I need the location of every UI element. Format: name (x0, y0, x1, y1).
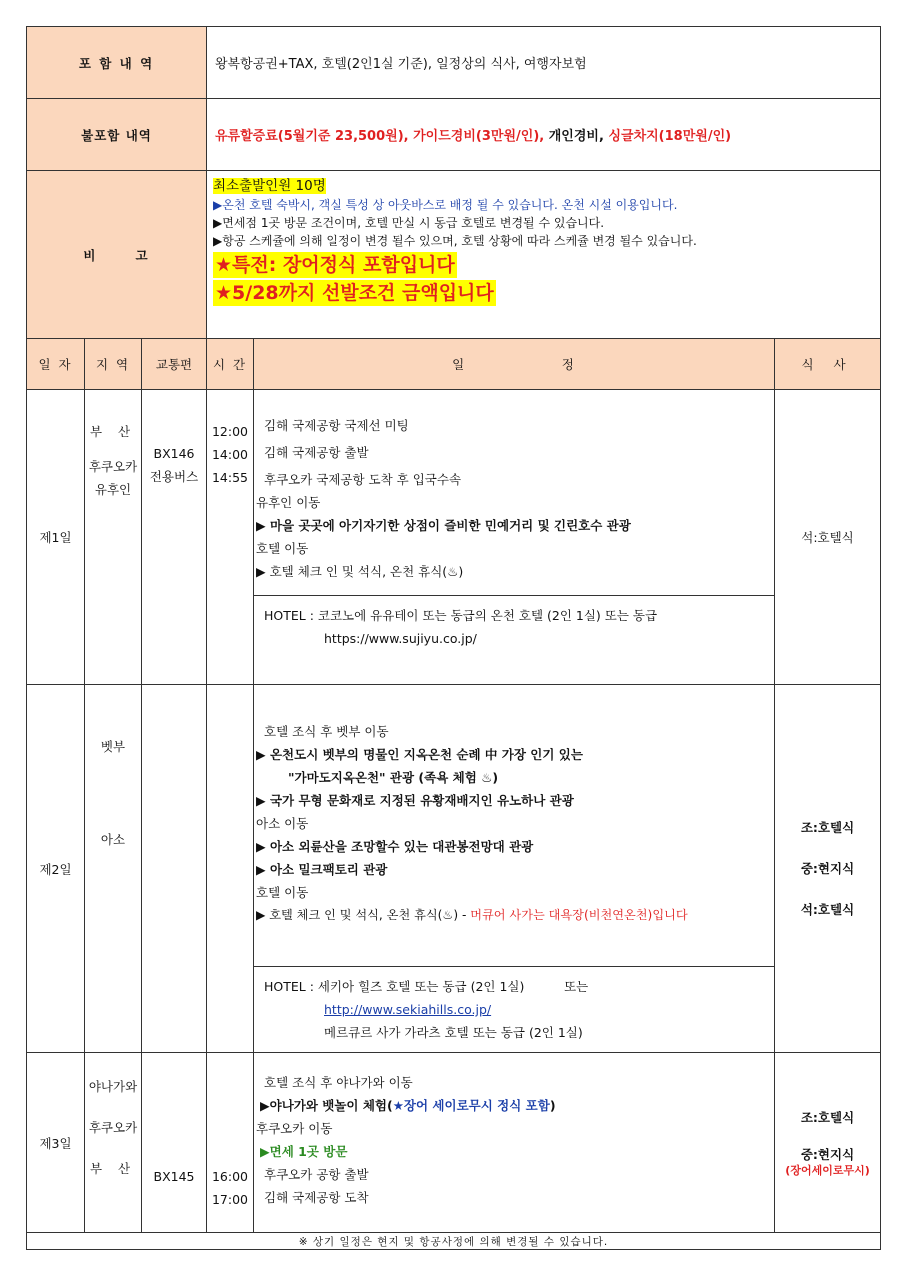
day2-meal-dinner: 석:호텔식 (800, 902, 855, 917)
day3-time-arrive: 17:00 (211, 1192, 249, 1207)
day3-region-yanagawa: 야나가와 (88, 1079, 138, 1094)
day1-step-meeting: 김해 국제공항 국제선 미팅 (264, 418, 409, 433)
excluded-fuel: 유류할증료(5월기준 23,500원), (215, 129, 409, 144)
day3-region-busan: 부 산 (89, 1161, 137, 1176)
excluded-single: 싱글차지(18만원/인) (608, 129, 732, 144)
remarks-label: 비 고 (27, 171, 207, 339)
remark-schedule: ▶항공 스케쥴에 의해 일정이 변경 될수 있으며, 호텔 상황에 따라 스케쥴 변경 될수 있습니다. (213, 234, 697, 248)
day3-region-fukuoka: 후쿠오카 (88, 1120, 138, 1135)
header-transport: 교통편 (142, 339, 207, 390)
included-label: 포 함 내 역 (27, 27, 207, 99)
day1-flight: BX146 (153, 446, 195, 461)
day3-step-depart: 후쿠오카 공항 출발 (264, 1167, 369, 1182)
day1-time-meeting: 12:00 (211, 424, 249, 439)
day1-region-busan: 부 산 (89, 424, 137, 439)
header-time: 시 간 (207, 339, 254, 390)
day3-step-move-yanagawa: 호텔 조식 후 야나가와 이동 (264, 1075, 413, 1090)
header-day: 일 자 (27, 339, 85, 390)
itinerary-table (26, 26, 881, 1250)
itinerary-document (26, 26, 880, 1247)
excluded-row (27, 99, 881, 171)
day1-hotel-url[interactable]: https://www.sujiyu.co.jp/ (324, 631, 477, 646)
remarks-row (27, 171, 881, 339)
day1-step-sightseeing: ▶ 마을 곳곳에 아기자기한 상점이 즐비한 민예거리 및 긴린호수 관광 (256, 518, 631, 533)
day3-meal-breakfast: 조:호텔식 (800, 1110, 855, 1125)
day1-step-depart: 김해 국제공항 출발 (264, 445, 369, 460)
schedule-header-row (27, 339, 881, 390)
day2-step-checkin: ▶ 호텔 체크 인 및 석식, 온천 휴식(♨) - (256, 908, 471, 922)
included-text: 왕복항공권+TAX, 호텔(2인1실 기준), 일정상의 식사, 여행자보험 (207, 27, 881, 99)
day1-region-fukuoka: 후쿠오카 (88, 459, 138, 474)
day3-row (27, 1053, 881, 1233)
day2-region-aso: 아소 (100, 832, 126, 847)
day1-region-yufuin: 유후인 (94, 482, 132, 497)
day3-flight: BX145 (153, 1169, 195, 1184)
day1-hotel: HOTEL : 코코노에 유유테이 또는 동급의 온천 호텔 (2인 1실) 또는 동급 (264, 608, 658, 623)
day2-hotel-mercure: 메르큐르 사가 가라츠 호텔 또는 동급 (2인 1실) (324, 1025, 583, 1040)
day3-step-move-fukuoka: 후쿠오카 이동 (256, 1121, 333, 1136)
day3-meal-lunch: 중:현지식 (800, 1147, 855, 1162)
day2-step-jigoku: ▶ 온천도시 벳부의 명물인 지옥온천 순례 中 가장 인기 있는 (256, 747, 583, 762)
day2-step-move-hotel: 호텔 이동 (256, 885, 309, 900)
day2-step-milk-factory: ▶ 아소 밀크팩토리 관광 (256, 862, 388, 877)
day2-hotel-sekia: HOTEL : 세키아 힐즈 호텔 또는 동급 (2인 1실) 또는 (264, 979, 589, 994)
footer-row (27, 1233, 881, 1250)
header-schedule: 일 정 (254, 339, 775, 390)
day1-time-depart: 14:00 (211, 447, 249, 462)
day3-eel-included: ★장어 세이로무시 정식 포함 (392, 1098, 550, 1113)
day1-bus: 전용버스 (149, 469, 199, 484)
footer-note: ※ 상기 일정은 현지 및 항공사정에 의해 변경될 수 있습니다. (27, 1233, 881, 1250)
day1-step-checkin: ▶ 호텔 체크 인 및 석식, 온천 휴식(♨) (256, 564, 464, 579)
day1-row (27, 390, 881, 685)
special-eel: ★특전: 장어정식 포함입니다 (215, 254, 455, 276)
day3-meal-eel: (장어세이로무시) (785, 1164, 870, 1177)
day2-meal-lunch: 중:현지식 (800, 861, 855, 876)
excluded-personal: 개인경비, (548, 129, 604, 144)
day2-row (27, 685, 881, 1053)
min-people: 최소출발인원 10명 (213, 178, 326, 194)
day2-hotel-url[interactable]: http://www.sekiahills.co.jp/ (324, 1002, 492, 1017)
day3-time-depart: 16:00 (211, 1169, 249, 1184)
day3-step-boat-close: ) (549, 1098, 556, 1113)
header-region: 지 역 (85, 339, 142, 390)
day2-region-beppu: 벳부 (100, 739, 126, 754)
header-meal: 식 사 (775, 339, 881, 390)
day2-step-kamado: "가마도지옥온천" 관광 (족욕 체험 ♨) (288, 770, 499, 785)
day2-step-daikanbo: ▶ 아소 외륜산을 조망할수 있는 대관봉전망대 관광 (256, 839, 534, 854)
day1-step-move-yufuin: 유후인 이동 (256, 495, 321, 510)
day2-mercure-note: 머큐어 사가는 대욕장(비천연온천)입니다 (470, 908, 688, 922)
day2-meal-breakfast: 조:호텔식 (800, 820, 855, 835)
day3-step-dutyfree: ▶면세 1곳 방문 (260, 1144, 348, 1159)
included-row (27, 27, 881, 99)
day1-step-move-hotel: 호텔 이동 (256, 541, 309, 556)
remark-dutyfree: ▶면세점 1곳 방문 조건이며, 호텔 만실 시 동급 호텔로 변경될 수 있습니다. (213, 216, 605, 230)
day2-step-move-aso: 아소 이동 (256, 816, 309, 831)
day3-step-boat: ▶야나가와 뱃놀이 체험( (260, 1098, 393, 1113)
excluded-label: 불포함 내역 (27, 99, 207, 171)
day3-label: 제3일 (27, 1053, 85, 1233)
remark-onsen: ▶온천 호텔 숙박시, 객실 특성 상 아웃바스로 배정 될 수 있습니다. 온천 시설 이용입니다. (213, 198, 678, 212)
day2-label: 제2일 (27, 685, 85, 1053)
day2-step-move-beppu: 호텔 조식 후 벳부 이동 (264, 724, 389, 739)
day1-meal: 석:호텔식 (775, 390, 881, 685)
day2-step-yunohana: ▶ 국가 무형 문화재로 지정된 유황재배지인 유노하나 관광 (256, 793, 574, 808)
day1-step-arrive: 후쿠오카 국제공항 도착 후 입국수속 (264, 472, 462, 487)
day3-step-arrive: 김해 국제공항 도착 (264, 1190, 369, 1205)
day1-time-arrive: 14:55 (211, 470, 249, 485)
special-early: ★5/28까지 선발조건 금액입니다 (215, 282, 494, 304)
excluded-guide: 가이드경비(3만원/인), (413, 129, 545, 144)
day1-label: 제1일 (27, 390, 85, 685)
